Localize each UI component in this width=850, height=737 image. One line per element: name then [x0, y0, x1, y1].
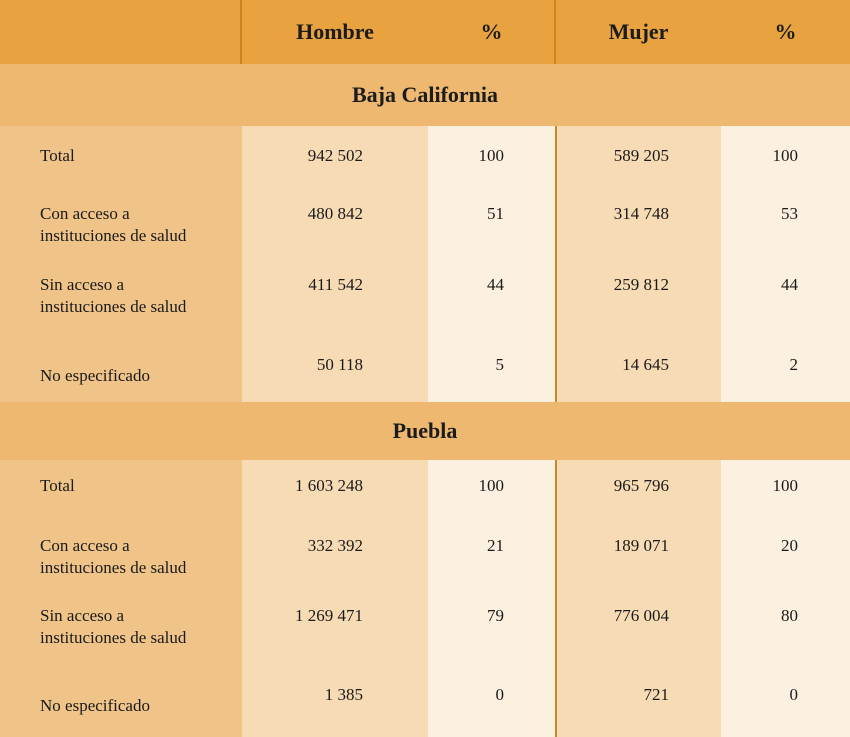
section-body [0, 126, 850, 402]
hombre-percent: 100 [478, 476, 504, 495]
header-mujer: Mujer [608, 19, 669, 44]
row-label: Total [40, 476, 75, 495]
row-label: No especificado [40, 366, 150, 385]
hombre-percent: 21 [487, 536, 504, 555]
mujer-value: 314 748 [613, 204, 669, 223]
mujer-value: 721 [643, 685, 669, 704]
mujer-value: 776 004 [613, 606, 669, 625]
mujer-value: 189 071 [613, 536, 669, 555]
hombre-value: 480 842 [307, 204, 363, 223]
hombre-value: 942 502 [307, 146, 363, 165]
mujer-percent: 20 [781, 536, 798, 555]
mujer-value: 14 645 [622, 355, 669, 374]
row-label: Con acceso a instituciones de salud [40, 536, 187, 577]
mujer-value: 589 205 [613, 146, 669, 165]
hombre-value: 1 269 471 [295, 606, 363, 625]
row-label: Con acceso a instituciones de salud [40, 204, 187, 245]
section-body [0, 460, 850, 737]
hombre-value: 1 603 248 [295, 476, 363, 495]
mujer-percent: 53 [781, 204, 798, 223]
hombre-percent: 0 [495, 685, 504, 704]
section-title: Baja California [0, 64, 850, 126]
section-title: Puebla [0, 402, 850, 460]
row-label: No especificado [40, 696, 150, 715]
hombre-value: 1 385 [324, 685, 363, 704]
hombre-value: 411 542 [308, 275, 363, 294]
hombre-percent: 5 [495, 355, 504, 374]
mujer-percent: 100 [772, 476, 798, 495]
table-header [0, 0, 850, 64]
mujer-value: 965 796 [613, 476, 669, 495]
header-hombre-percent: % [480, 19, 503, 44]
hombre-value: 50 118 [316, 355, 363, 374]
mujer-value: 259 812 [613, 275, 669, 294]
header-mujer-percent: % [774, 19, 797, 44]
hombre-value: 332 392 [307, 536, 363, 555]
hombre-percent: 51 [487, 204, 504, 223]
hombre-percent: 44 [487, 275, 504, 294]
mujer-percent: 0 [789, 685, 798, 704]
row-label: Total [40, 146, 75, 165]
mujer-percent: 80 [781, 606, 798, 625]
header-empty-cell [0, 0, 242, 64]
hombre-percent: 79 [487, 606, 504, 625]
header-hombre: Hombre [296, 19, 374, 44]
mujer-percent: 2 [789, 355, 798, 374]
hombre-percent: 100 [478, 146, 504, 165]
row-label: Sin acceso a instituciones de salud [40, 275, 187, 316]
mujer-percent: 100 [772, 146, 798, 165]
row-label: Sin acceso a instituciones de salud [40, 606, 187, 647]
mujer-percent: 44 [781, 275, 798, 294]
